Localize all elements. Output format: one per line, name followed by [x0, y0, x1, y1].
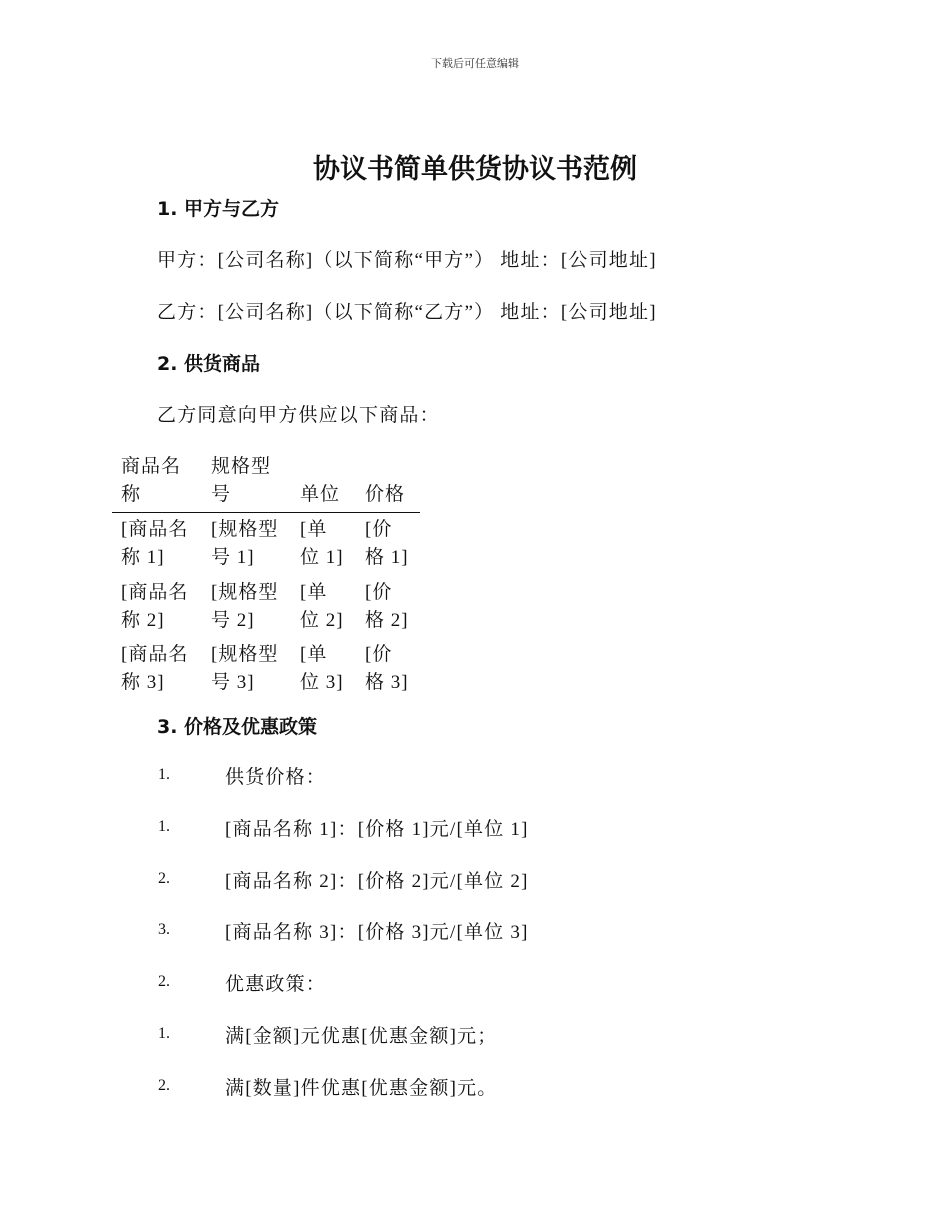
list-item-text: [商品名称 2]：[价格 2]元/[单位 2] — [225, 871, 529, 892]
table-cell: [价 格 2] — [365, 582, 409, 631]
list-item-text: 满[金额]元优惠[优惠金额]元； — [225, 1026, 498, 1047]
list-number: 3. — [158, 921, 170, 938]
table-cell: [规格型 号 1] — [211, 519, 279, 568]
party-b-line: 乙方：[公司名称]（以下简称“乙方”） 地址：[公司地址] — [157, 302, 657, 323]
list-number: 1. — [158, 766, 170, 783]
table-cell: [规格型 号 2] — [211, 582, 279, 631]
document-title: 协议书简单供货协议书范例 — [313, 154, 637, 185]
party-a-line: 甲方：[公司名称]（以下简称“甲方”） 地址：[公司地址] — [157, 250, 657, 271]
list-number: 2. — [158, 1077, 170, 1094]
table-cell: [单 位 3] — [300, 644, 344, 693]
table-cell: [单 位 2] — [300, 582, 344, 631]
section-3-heading: 3. 价格及优惠政策 — [157, 716, 318, 738]
list-number: 1. — [158, 818, 170, 835]
list-item-text: 优惠政策： — [225, 974, 327, 995]
table-cell: [价 格 3] — [365, 644, 409, 693]
section-1-heading: 1. 甲方与乙方 — [157, 198, 280, 220]
section-2-heading: 2. 供货商品 — [157, 353, 261, 375]
list-item-text: [商品名称 3]：[价格 3]元/[单位 3] — [225, 922, 529, 943]
table-cell: [商品名 称 3] — [121, 644, 189, 693]
table-cell: [价 格 1] — [365, 519, 409, 568]
table-cell: [商品名 称 1] — [121, 519, 189, 568]
header-note: 下载后可任意编辑 — [431, 57, 519, 70]
table-cell: [单 位 1] — [300, 519, 344, 568]
table-header-cell: 规格型 号 — [211, 456, 272, 505]
list-number: 2. — [158, 870, 170, 887]
table-header-cell: 价格 — [365, 484, 406, 505]
list-item-text: [商品名称 1]：[价格 1]元/[单位 1] — [225, 819, 529, 840]
table-cell: [规格型 号 3] — [211, 644, 279, 693]
table-cell: [商品名 称 2] — [121, 582, 189, 631]
table-header-rule — [112, 512, 420, 513]
list-number: 2. — [158, 973, 170, 990]
goods-intro: 乙方同意向甲方供应以下商品： — [157, 405, 440, 426]
list-item-text: 供货价格： — [225, 767, 327, 788]
list-item-text: 满[数量]件优惠[优惠金额]元。 — [225, 1078, 498, 1099]
table-header-cell: 单位 — [300, 484, 341, 505]
list-number: 1. — [158, 1025, 170, 1042]
table-header-cell: 商品名 称 — [121, 456, 182, 505]
